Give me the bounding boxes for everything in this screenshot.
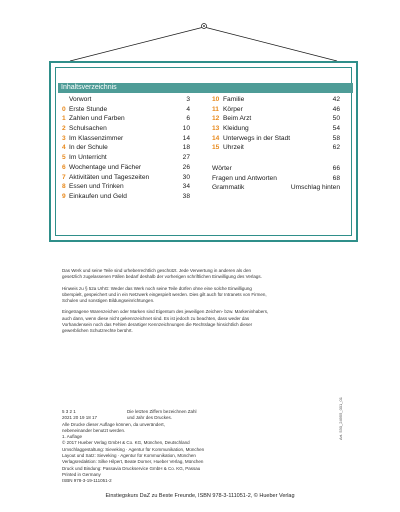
chapter-title: Unterwegs in der Stadt <box>223 134 291 142</box>
print-detail-line: Printed in Germany <box>62 471 101 477</box>
copyright-notice <box>62 268 272 340</box>
page-number: 42 <box>332 96 340 103</box>
chapter-title: Familie <box>223 96 245 103</box>
chapter-title: Zahlen und Farben <box>69 115 125 123</box>
toc-entry <box>212 134 340 144</box>
print-detail-line: 1. Auflage <box>62 434 83 440</box>
chapter-title: Wörter <box>212 165 232 172</box>
toc-entry <box>62 134 190 144</box>
page-number: 27 <box>182 154 190 162</box>
page-number: 38 <box>182 192 190 200</box>
toc-entry <box>62 163 190 173</box>
chapter-title: Im Klassenzimmer <box>69 134 124 142</box>
print-detail-line: Druck und Bindung: Passavia Druckservice GmbH & Co. KG, Passau <box>62 465 201 471</box>
page-number: 10 <box>182 125 190 133</box>
toc-entry <box>62 182 190 192</box>
chapter-number: 15 <box>212 144 220 152</box>
page-number: 26 <box>182 163 190 171</box>
toc-entry <box>62 124 190 134</box>
toc-entry <box>212 124 340 134</box>
chapter-title: Uhrzeit <box>223 144 244 152</box>
page-number: 68 <box>332 174 340 182</box>
chapter-title: Vorwort <box>69 96 92 103</box>
toc-entry <box>62 143 190 153</box>
print-detail-line: Layout und Satz: Sieveking · Agentur für Kommunikation, München <box>62 453 196 459</box>
chapter-number: 11 <box>212 105 219 113</box>
chapter-number: 5 <box>62 154 66 162</box>
print-details <box>62 421 205 485</box>
page-number: 46 <box>332 105 340 113</box>
page-number: 66 <box>332 165 340 172</box>
toc-extra-column <box>212 164 340 193</box>
chapter-number: 8 <box>62 183 66 191</box>
page-number: 50 <box>332 115 340 123</box>
page-number: 6 <box>186 115 190 123</box>
chapter-number: 4 <box>62 144 66 152</box>
print-year-digits: 2021 20 19 18 17 <box>62 415 98 421</box>
chapter-title: Erste Stunde <box>69 105 108 113</box>
toc-entry <box>62 105 190 115</box>
chapter-title: Einkaufen und Geld <box>69 192 127 200</box>
print-detail-line: ISBN 978-3-19-111051-2 <box>62 478 112 484</box>
chapter-number: 2 <box>62 125 66 133</box>
toc-entry <box>212 105 340 115</box>
toc-entry <box>212 95 340 105</box>
print-detail-line: Alle Drucke dieser Auflage können, da unverändert, <box>62 421 165 427</box>
toc-entry <box>212 164 340 174</box>
chapter-title: Körper <box>223 105 243 113</box>
page-number: 4 <box>186 105 190 113</box>
chapter-number: 14 <box>212 134 220 142</box>
print-detail-line: Umschlaggestaltung: Sieveking · Agentur für Kommunikation, München <box>62 446 205 452</box>
chapter-number: 10 <box>212 96 220 103</box>
chapter-title: Schulsachen <box>69 125 107 133</box>
page-number: 58 <box>332 134 340 142</box>
toc-entry <box>62 173 190 183</box>
toc-entry <box>62 95 190 105</box>
chapter-title: Grammatik <box>212 184 245 192</box>
chapter-title: Essen und Trinken <box>69 183 124 191</box>
chapter-title: Kleidung <box>223 125 249 133</box>
chapter-number: 6 <box>62 163 66 171</box>
toc-left-column <box>62 95 190 202</box>
chapter-number: 1 <box>62 115 66 123</box>
chapter-number: 13 <box>212 125 220 133</box>
toc-title: Inhaltsverzeichnis <box>58 83 353 93</box>
page-number: 18 <box>182 144 190 152</box>
chapter-number: 3 <box>62 134 66 142</box>
copyright-paragraph: Das Werk und seine Teile sind urheberrechtlich geschützt. Jede Verwertung in anderen als den gesetzlich zugelassenen Fällen bedarf deshalb der vorherigen schriftlichen Einwilligung des Verlags. <box>62 268 262 280</box>
chapter-title: Wochentage und Fächer <box>69 163 142 171</box>
article-code: Art. 530_24955_001_01 <box>338 397 343 440</box>
toc-entry <box>62 153 190 163</box>
page-number: 14 <box>182 134 190 142</box>
chapter-number: 7 <box>62 173 66 181</box>
page-number: 62 <box>332 144 340 152</box>
page-footer: Einstiegskurs DaZ zu Beste Freunde, ISBN 978-3-111051-2, © Hueber Verlag <box>105 493 295 499</box>
print-run-digits: 5 3 2 1 <box>62 409 76 414</box>
chapter-number: 9 <box>62 192 66 200</box>
toc-entry <box>212 114 340 124</box>
toc-entry <box>62 114 190 124</box>
page-number: 3 <box>186 96 190 103</box>
toc-entry <box>62 192 190 202</box>
print-detail-line: nebeneinander benutzt werden. <box>62 427 126 433</box>
toc-entry <box>212 174 340 184</box>
toc-entry <box>212 143 340 153</box>
chapter-title: Aktivitäten und Tageszeiten <box>69 173 150 181</box>
chapter-number: 0 <box>62 105 66 113</box>
toc-entry <box>212 183 340 193</box>
trademark-paragraph: Eingetragene Warenzeichen oder Marken sind Eigentum des jeweiligen Zeichen- bzw. Markeninhabers, auch dann, wenn diese nicht gekennzeichnet sind. Es ist jedoch zu beachten, dass weder das Vorhandensein noch das Fehlen derartiger Kennzeichnungen die Rechtslage hinsichtlich dieser gewerblichen Schutzrechte berührt. <box>62 309 269 334</box>
urhg-paragraph: Hinweis zu § 52a UrhG: Weder das Werk noch seine Teile dürfen ohne eine solche Einwilligung überspielt, gespeichert und in ein Netzwerk eingespielt werden. Dies gilt auch für Intranets von Firmen, Schulen und sonstigen Bildungseinrichtungen. <box>62 285 267 304</box>
chapter-title: In der Schule <box>69 144 108 152</box>
chapter-title: Fragen und Antworten <box>212 174 277 182</box>
toc-right-column <box>212 95 340 153</box>
page-number: 34 <box>182 183 190 191</box>
print-detail-line: © 2017 Hueber Verlag GmbH & Co. KG, München, Deutschland <box>62 440 190 446</box>
hanging-string <box>0 0 400 62</box>
page-number: Umschlag hinten <box>290 184 340 192</box>
print-digits-note: Die letzten Ziffern bezeichnen Zahl und Jahr des Druckes. <box>127 409 197 421</box>
page-number: 30 <box>182 173 190 181</box>
print-detail-line: Verlagsredaktion: Silke Hilpert, Beate Dorner, Hueber Verlag, München <box>62 459 204 465</box>
chapter-number: 12 <box>212 115 220 123</box>
chapter-title: Beim Arzt <box>223 115 252 123</box>
chapter-title: Im Unterricht <box>69 154 107 162</box>
page-number: 54 <box>332 125 340 133</box>
